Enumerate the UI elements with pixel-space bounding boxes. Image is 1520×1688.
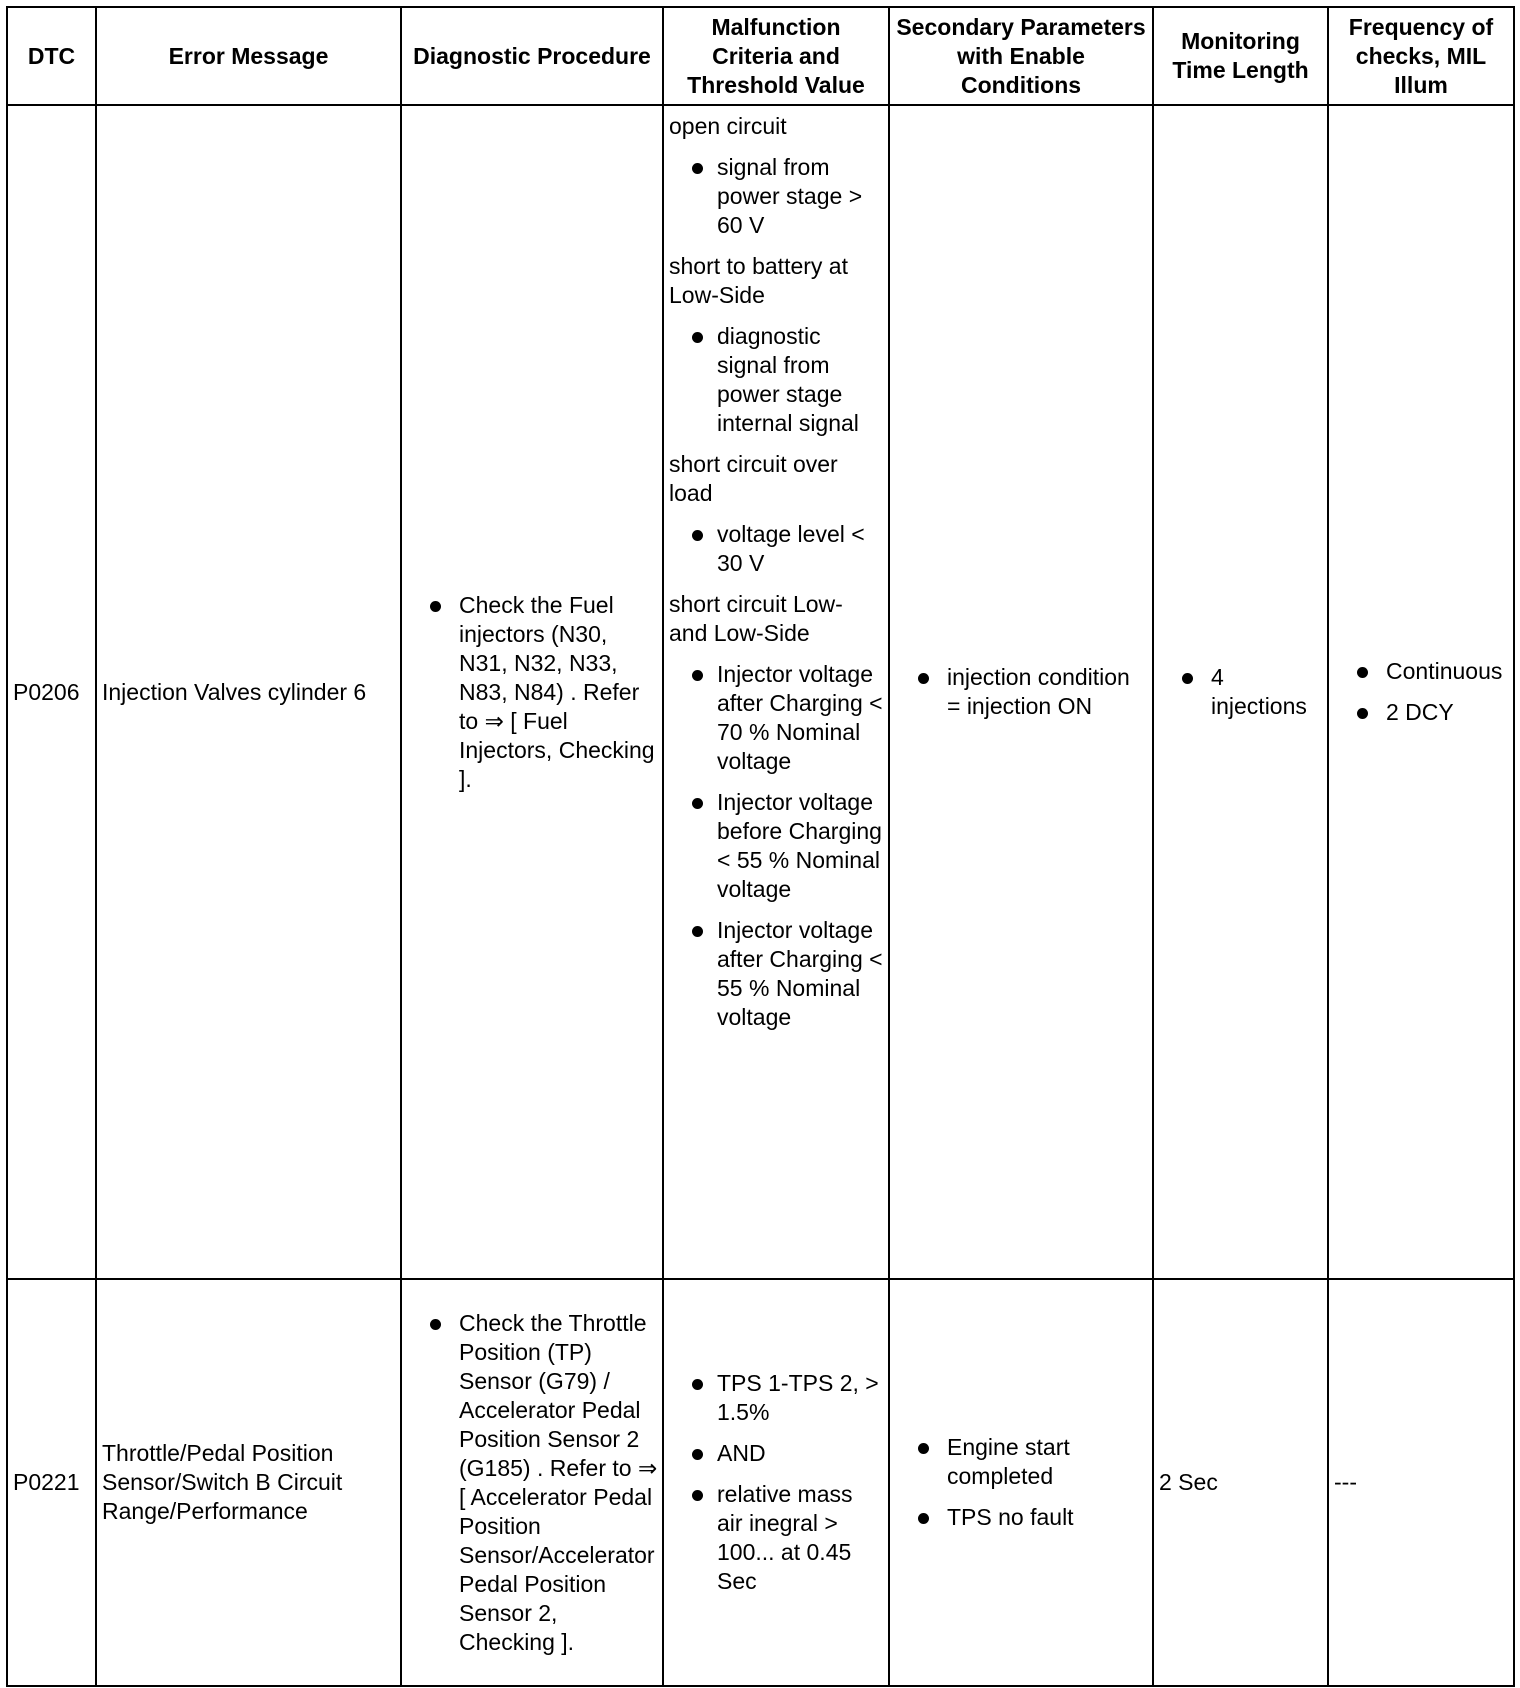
secondary-parameters	[889, 1279, 1153, 1686]
header-frequency: Frequency of checks, MIL Illum	[1328, 7, 1514, 105]
dtc-code: P0221	[7, 1279, 96, 1686]
header-dtc: DTC	[7, 7, 96, 105]
procedure-item: Check the Throttle Position (TP) Sensor (G79) / Accelerator Pedal Position Sensor 2 (G185) . Refer to ⇒ [ Accelerator Pedal Position Sensor/Accelerator Pedal Position Sensor 2, Checking ].	[407, 1309, 658, 1657]
monitoring-item: 4 injections	[1159, 663, 1323, 721]
criteria-group	[669, 590, 884, 1032]
criteria-heading: open circuit	[669, 113, 787, 139]
criteria-heading: short to battery at Low-Side	[669, 253, 848, 308]
secondary-parameters	[889, 105, 1153, 1279]
criteria-heading: short circuit Low- and Low-Side	[669, 591, 843, 646]
monitoring-time: 2 Sec	[1153, 1279, 1328, 1686]
procedure-item: Check the Fuel injectors (N30, N31, N32, N33, N83, N84) . Refer to ⇒ [ Fuel Injectors, Checking ].	[407, 591, 658, 794]
malfunction-criteria	[663, 1279, 889, 1686]
header-row	[7, 7, 1514, 105]
criteria-item: voltage level < 30 V	[669, 520, 884, 578]
dtc-code: P0206	[7, 105, 96, 1279]
criteria-group	[669, 112, 884, 240]
criteria-item: Injector voltage after Charging < 55 % Nominal voltage	[669, 916, 884, 1032]
dtc-table	[6, 6, 1515, 1687]
table-row	[7, 105, 1514, 1279]
frequency-item: Continuous	[1334, 657, 1509, 686]
criteria-item: relative mass air inegral > 100... at 0.45 Sec	[669, 1480, 884, 1596]
criteria-heading: short circuit over load	[669, 451, 838, 506]
error-message: Throttle/Pedal Position Sensor/Switch B Circuit Range/Performance	[96, 1279, 401, 1686]
header-monitoring-time: Monitoring Time Length	[1153, 7, 1328, 105]
monitoring-time	[1153, 105, 1328, 1279]
table-row	[7, 1279, 1514, 1686]
criteria-group	[669, 450, 884, 578]
parameter-item: injection condition = injection ON	[895, 663, 1148, 721]
error-message: Injection Valves cylinder 6	[96, 105, 401, 1279]
frequency	[1328, 105, 1514, 1279]
criteria-item: diagnostic signal from power stage internal signal	[669, 322, 884, 438]
header-error-message: Error Message	[96, 7, 401, 105]
diagnostic-procedure	[401, 105, 663, 1279]
header-malfunction-criteria: Malfunction Criteria and Threshold Value	[663, 7, 889, 105]
criteria-item: AND	[669, 1439, 884, 1468]
criteria-item: signal from power stage > 60 V	[669, 153, 884, 240]
criteria-item: Injector voltage after Charging < 70 % Nominal voltage	[669, 660, 884, 776]
malfunction-criteria	[663, 105, 889, 1279]
criteria-item: TPS 1-TPS 2, > 1.5%	[669, 1369, 884, 1427]
diagnostic-procedure	[401, 1279, 663, 1686]
criteria-item: Injector voltage before Charging < 55 % Nominal voltage	[669, 788, 884, 904]
frequency: ---	[1328, 1279, 1514, 1686]
header-diagnostic-procedure: Diagnostic Procedure	[401, 7, 663, 105]
parameter-item: Engine start completed	[895, 1433, 1148, 1491]
parameter-item: TPS no fault	[895, 1503, 1148, 1532]
criteria-group	[669, 252, 884, 438]
header-secondary-parameters: Secondary Parameters with Enable Conditions	[889, 7, 1153, 105]
frequency-item: 2 DCY	[1334, 698, 1509, 727]
